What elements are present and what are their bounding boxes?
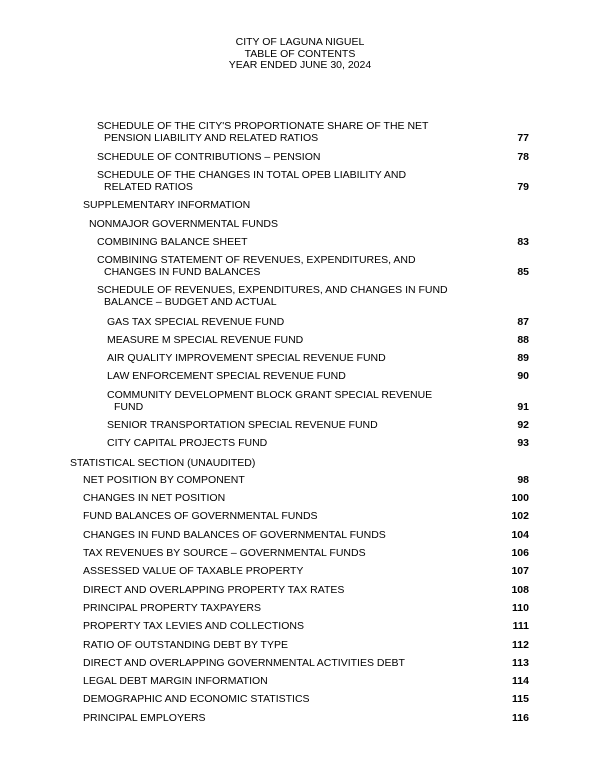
toc-entry-title: COMBINING STATEMENT OF REVENUES, EXPENDITURES, AND xyxy=(97,254,416,266)
toc-entry-page: 113 xyxy=(512,657,529,669)
toc-entry-title-continued: BALANCE – BUDGET AND ACTUAL xyxy=(104,295,277,308)
toc-entry[interactable] xyxy=(97,152,529,164)
toc-entry-title: MEASURE M SPECIAL REVENUE FUND xyxy=(107,334,304,346)
city-name: CITY OF LAGUNA NIGUEL xyxy=(235,36,365,48)
toc-entry[interactable] xyxy=(83,475,529,487)
toc-entry-title: CHANGES IN FUND BALANCES OF GOVERNMENTAL FUNDS xyxy=(83,529,386,541)
toc-entry-page: 100 xyxy=(511,492,529,504)
toc-entry-title: NET POSITION BY COMPONENT xyxy=(83,474,245,486)
toc-entry-page: 87 xyxy=(517,316,529,328)
toc-entry[interactable] xyxy=(83,713,529,725)
toc-entry-page: 106 xyxy=(511,547,529,559)
toc-entry[interactable] xyxy=(97,255,529,278)
toc-entry[interactable] xyxy=(83,640,529,652)
toc-entry-title: COMBINING BALANCE SHEET xyxy=(97,236,248,248)
toc-entry-title: DIRECT AND OVERLAPPING PROPERTY TAX RATES xyxy=(83,584,345,596)
toc-entry-title: TAX REVENUES BY SOURCE – GOVERNMENTAL FUNDS xyxy=(83,547,366,559)
fiscal-period: YEAR ENDED JUNE 30, 2024 xyxy=(228,59,372,71)
toc-entry-page: 112 xyxy=(512,639,529,651)
toc-entry[interactable] xyxy=(107,335,529,347)
toc-entry[interactable] xyxy=(107,438,529,450)
toc-entry-title-continued: RELATED RATIOS xyxy=(104,180,193,193)
toc-entry-title: DEMOGRAPHIC AND ECONOMIC STATISTICS xyxy=(83,693,310,705)
toc-entry-title: COMMUNITY DEVELOPMENT BLOCK GRANT SPECIAL REVENUE xyxy=(107,389,433,401)
toc-entry-page: 114 xyxy=(512,675,529,687)
toc-entry-title: GAS TAX SPECIAL REVENUE FUND xyxy=(107,316,285,328)
toc-entry-page: 92 xyxy=(517,419,529,431)
toc-entry[interactable] xyxy=(83,658,529,670)
toc-entry[interactable] xyxy=(97,285,529,308)
toc-entry-page: 79 xyxy=(517,180,529,193)
toc-entry-page: 98 xyxy=(517,474,529,486)
toc-entry[interactable] xyxy=(107,420,529,432)
toc-entry-page: 108 xyxy=(511,584,529,596)
toc-entry-page: 110 xyxy=(512,602,529,614)
toc-entry[interactable] xyxy=(97,170,529,193)
toc-entry-page: 115 xyxy=(512,693,529,705)
toc-entry-page: 83 xyxy=(517,236,529,248)
toc-entry-page: 85 xyxy=(517,265,529,278)
toc-entry[interactable] xyxy=(97,237,529,249)
toc-entry-page: 89 xyxy=(517,352,529,364)
toc-entry-page: 104 xyxy=(511,529,529,541)
toc-entry[interactable] xyxy=(107,371,529,383)
toc-entry-title: FUND BALANCES OF GOVERNMENTAL FUNDS xyxy=(83,510,318,522)
toc-entry-title: CHANGES IN NET POSITION xyxy=(83,492,226,504)
toc-entry-title: PROPERTY TAX LEVIES AND COLLECTIONS xyxy=(83,620,304,632)
toc-entry-title: SENIOR TRANSPORTATION SPECIAL REVENUE FUND xyxy=(107,419,378,431)
toc-entry[interactable] xyxy=(97,121,529,144)
toc-entry[interactable] xyxy=(83,585,529,597)
toc-section-heading[interactable] xyxy=(89,219,529,231)
toc-entry-title: STATISTICAL SECTION (UNAUDITED) xyxy=(70,457,256,469)
toc-entry-page: 93 xyxy=(517,437,529,449)
toc-entry-page: 91 xyxy=(517,400,529,413)
toc-entry-title: CITY CAPITAL PROJECTS FUND xyxy=(107,437,268,449)
toc-entry-page: 107 xyxy=(511,565,529,577)
toc-entry-title: SCHEDULE OF REVENUES, EXPENDITURES, AND CHANGES IN FUND xyxy=(97,284,448,296)
toc-entry[interactable] xyxy=(107,317,529,329)
toc-entry-title: AIR QUALITY IMPROVEMENT SPECIAL REVENUE FUND xyxy=(107,352,386,364)
toc-entry[interactable] xyxy=(83,603,529,615)
toc-entry-title-continued: PENSION LIABILITY AND RELATED RATIOS xyxy=(104,131,319,144)
toc-entry[interactable] xyxy=(83,493,529,505)
toc-entry[interactable] xyxy=(83,621,529,633)
toc-entry[interactable] xyxy=(107,390,529,413)
toc-entry[interactable] xyxy=(107,353,529,365)
toc-entry-title: LEGAL DEBT MARGIN INFORMATION xyxy=(83,675,268,687)
toc-entry[interactable] xyxy=(83,548,529,560)
toc-entry[interactable] xyxy=(83,676,529,688)
toc-entry-title: SCHEDULE OF THE CHANGES IN TOTAL OPEB LIABILITY AND xyxy=(97,169,407,181)
toc-entry-title: RATIO OF OUTSTANDING DEBT BY TYPE xyxy=(83,639,288,651)
toc-entry[interactable] xyxy=(83,511,529,523)
toc-entry-title: SCHEDULE OF THE CITY'S PROPORTIONATE SHARE OF THE NET xyxy=(97,120,429,132)
toc-entry-page: 102 xyxy=(511,510,529,522)
toc-entry-page: 88 xyxy=(517,334,529,346)
toc-entry-page: 78 xyxy=(517,151,529,163)
toc-entry[interactable] xyxy=(83,694,529,706)
toc-entry[interactable] xyxy=(83,566,529,578)
toc-entry-title: SCHEDULE OF CONTRIBUTIONS – PENSION xyxy=(97,151,321,163)
toc-entry-title: LAW ENFORCEMENT SPECIAL REVENUE FUND xyxy=(107,370,346,382)
toc-entry-page: 116 xyxy=(512,712,529,724)
toc-entry-title: SUPPLEMENTARY INFORMATION xyxy=(83,199,251,211)
toc-entry-title: PRINCIPAL PROPERTY TAXPAYERS xyxy=(83,602,261,614)
toc-entry-page: 111 xyxy=(512,620,529,632)
toc-entry-title: DIRECT AND OVERLAPPING GOVERNMENTAL ACTIVITIES DEBT xyxy=(83,657,405,669)
document-title: TABLE OF CONTENTS xyxy=(244,47,356,60)
toc-entry-page: 90 xyxy=(517,370,529,382)
toc-entry-page: 77 xyxy=(517,131,529,144)
toc-section-heading[interactable] xyxy=(70,458,529,470)
toc-entry-title: ASSESSED VALUE OF TAXABLE PROPERTY xyxy=(83,565,304,577)
toc-section-heading[interactable] xyxy=(83,200,529,212)
toc-entry-title-continued: CHANGES IN FUND BALANCES xyxy=(104,265,261,278)
toc-entry-title-continued: FUND xyxy=(114,400,144,413)
toc-entry[interactable] xyxy=(83,530,529,542)
toc-entry-title: NONMAJOR GOVERNMENTAL FUNDS xyxy=(89,218,279,230)
toc-entry-title: PRINCIPAL EMPLOYERS xyxy=(83,712,206,724)
